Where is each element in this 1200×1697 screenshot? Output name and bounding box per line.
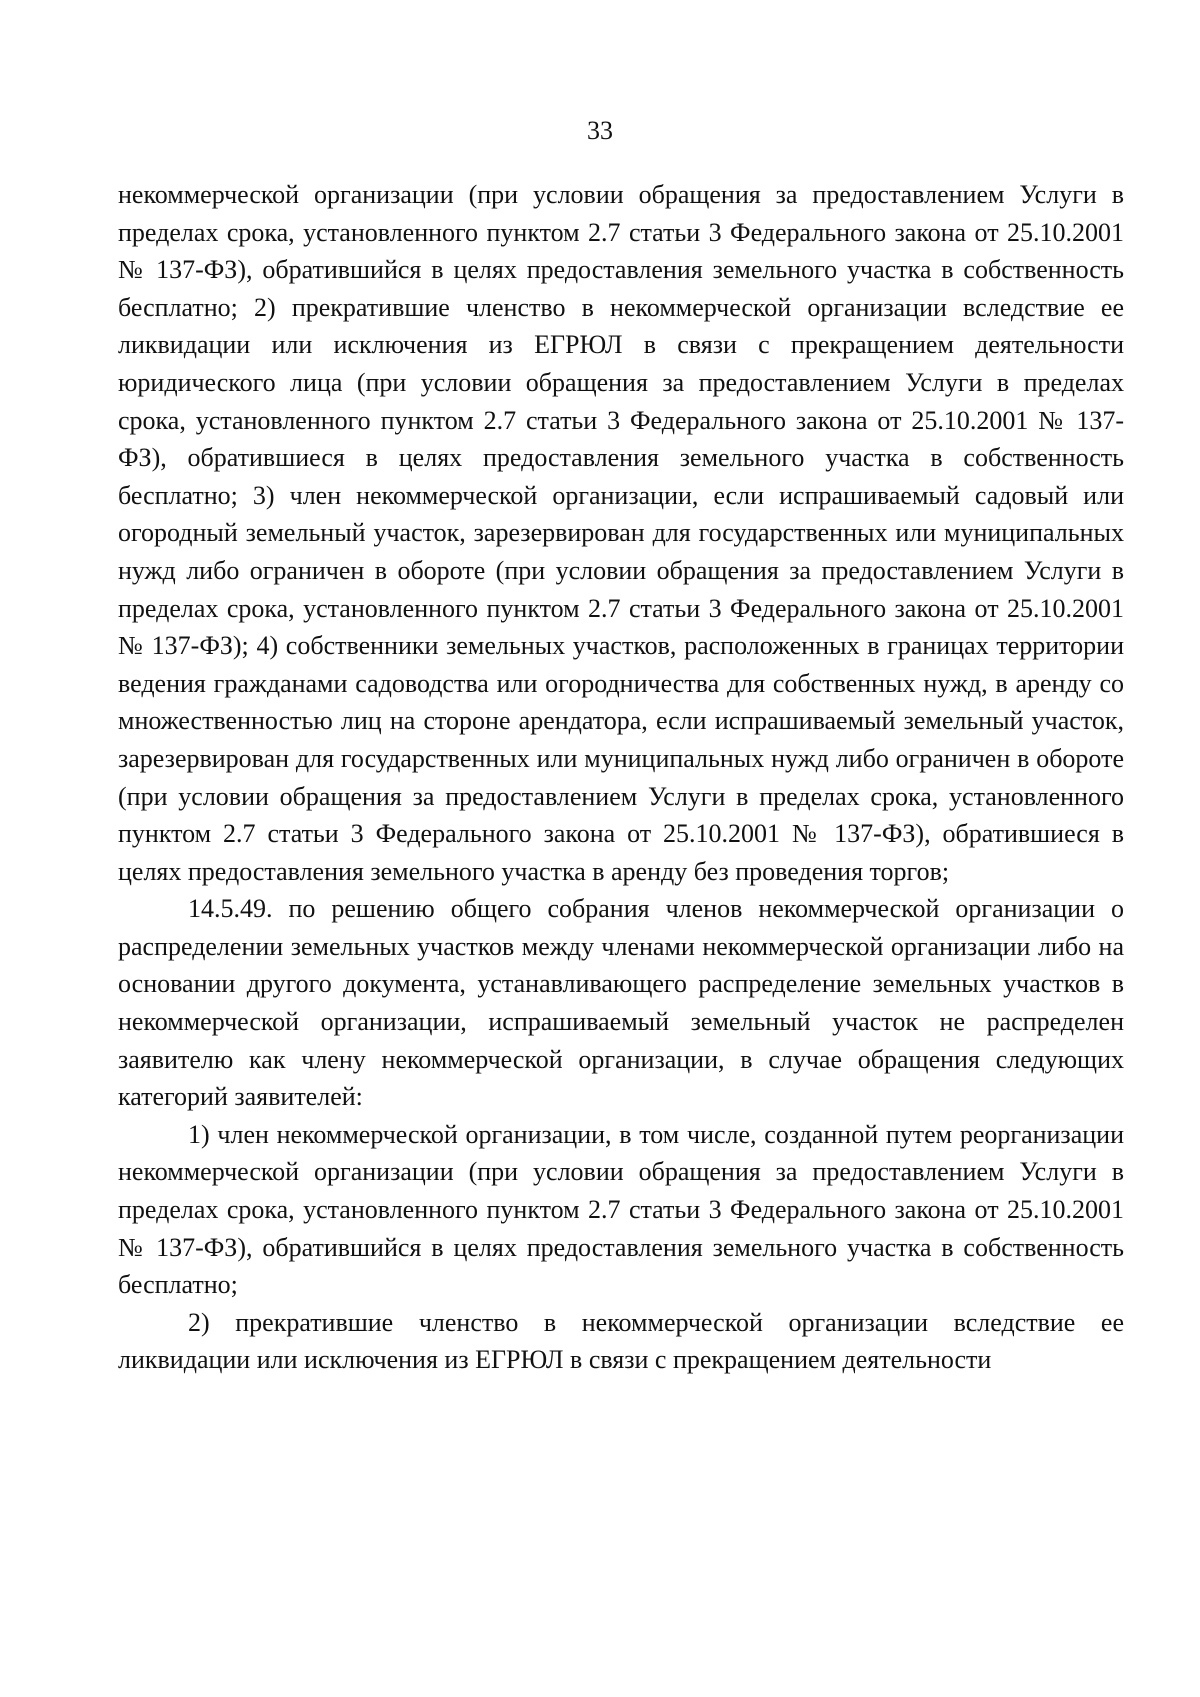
page-number: 33: [587, 116, 613, 145]
paragraph-14-5-49: 14.5.49. по решению общего собрания членов некоммерческой организации о распределении земельных участков между членами некоммерческой организации либо на основании другого документа, устанавливающего распределение земельных участков в некоммерческой организации, испрашиваемый земельный участок не распределен заявителю как члену некоммерческой организации, в случае обращения следующих категорий заявителей:: [118, 894, 1124, 1112]
paragraph-item-2: 2) прекратившие членство в некоммерческой организации вследствие ее ликвидации или исключения из ЕГРЮЛ в связи с прекращением деятельности: [118, 1307, 1124, 1375]
paragraph-item-1: 1) член некоммерческой организации, в том числе, созданной путем реорганизации некоммерческой организации (при условии обращения за предоставлением Услуги в пределах срока, установленного пунктом 2.7 статьи 3 Федерального закона от 25.10.2001 № 137-ФЗ), обратившийся в целях предоставления земельного участка в собственность бесплатно;: [118, 1119, 1124, 1300]
paragraph-continuation: некоммерческой организации (при условии обращения за предоставлением Услуги в пределах срока, установленного пунктом 2.7 статьи 3 Федерального закона от 25.10.2001 № 137-ФЗ), обратившийся в целях предоставления земельного участка в собственность бесплатно; 2) прекратившие членство в некоммерческой организации вследствие ее ликвидации или исключения из ЕГРЮЛ в связи с прекращением деятельности юридического лица (при условии обращения за предоставлением Услуги в пределах срока, установленного пунктом 2.7 статьи 3 Федерального закона от 25.10.2001 № 137-ФЗ), обратившиеся в целях предоставления земельного участка в собственность бесплатно; 3) член некоммерческой организации, если испрашиваемый садовый или огородный земельный участок, зарезервирован для государственных или муниципальных нужд либо ограничен в обороте (при условии обращения за предоставлением Услуги в пределах срока, установленного пунктом 2.7 статьи 3 Федерального закона от 25.10.2001 № 137-ФЗ); 4) собственники земельных участков, расположенных в границах территории ведения гражданами садоводства или огородничества для собственных нужд, в аренду со множественностью лиц на стороне арендатора, если испрашиваемый земельный участок, зарезервирован для государственных или муниципальных нужд либо ограничен в обороте (при условии обращения за предоставлением Услуги в пределах срока, установленного пунктом 2.7 статьи 3 Федерального закона от 25.10.2001 № 137-ФЗ), обратившиеся в целях предоставления земельного участка в аренду без проведения торгов;: [118, 180, 1124, 886]
document-body: [118, 176, 1124, 1379]
